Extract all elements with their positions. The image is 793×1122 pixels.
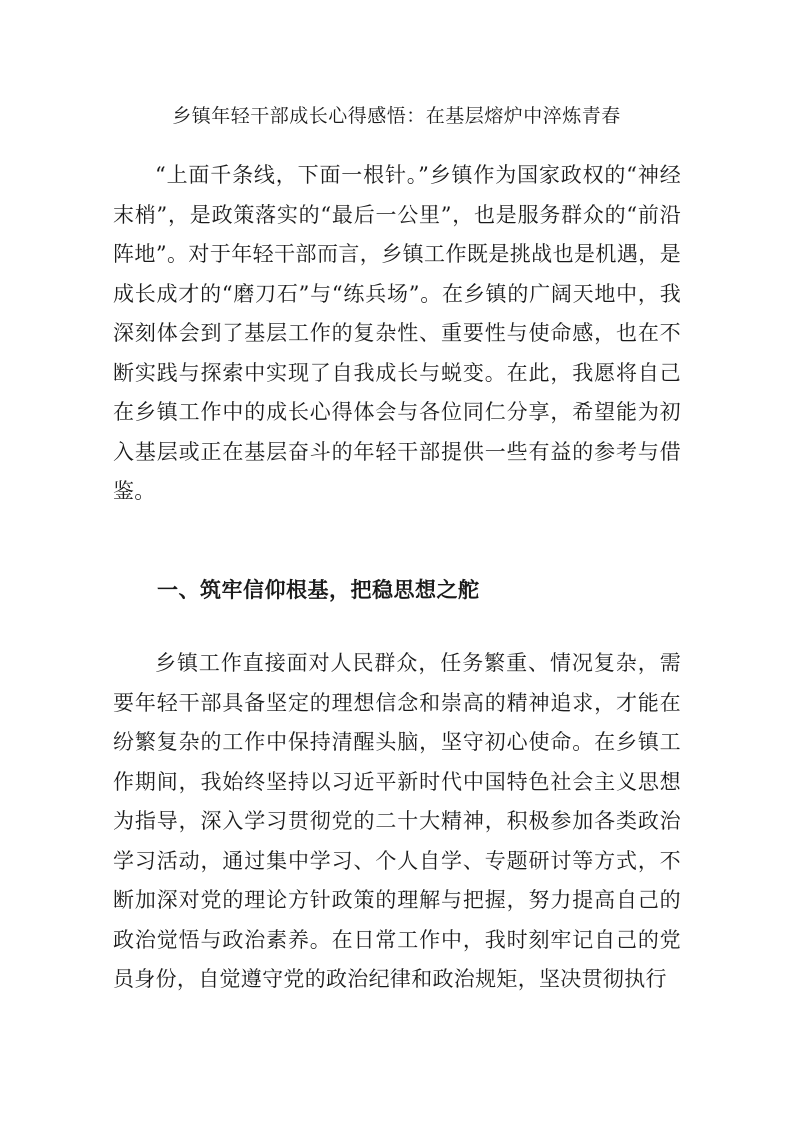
section-heading: 一、筑牢信仰根基，把稳思想之舵 xyxy=(157,577,480,602)
document-title: 乡镇年轻干部成长心得感悟：在基层熔炉中淬炼青春 xyxy=(172,105,621,127)
section-paragraph: 乡镇工作直接面对人民群众，任务繁重、情况复杂，需要年轻干部具备坚定的理想信念和崇高的精神追求，才能在纷繁复杂的工作中保持清醒头脑，坚守初心使命。在乡镇工作期间，我始终坚持以习近平新时代中国特色社会主义思想为指导，深入学习贯彻党的二十大精神，积极参加各类政治学习活动，通过集中学习、个人自学、专题研讨等方式，不断加深对党的理论方针政策的理解与把握，努力提高自己的政治觉悟与政治素养。在日常工作中，我时刻牢记自己的党员身份，自觉遵守党的政治纪律和政治规矩，坚决贯彻执行 xyxy=(113,651,681,991)
intro-paragraph: “上面千条线，下面一根针。”乡镇作为国家政权的“神经末梢”，是政策落实的“最后一公里”，也是服务群众的“前沿阵地”。对于年轻干部而言，乡镇工作既是挑战也是机遇，是成长成才的“磨刀石”与“练兵场”。在乡镇的广阔天地中，我深刻体会到了基层工作的复杂性、重要性与使命感，也在不断实践与探索中实现了自我成长与蜕变。在此，我愿将自己在乡镇工作中的成长心得体会与各位同仁分享，希望能为初入基层或正在基层奋斗的年轻干部提供一些有益的参考与借鉴。 xyxy=(113,163,681,503)
